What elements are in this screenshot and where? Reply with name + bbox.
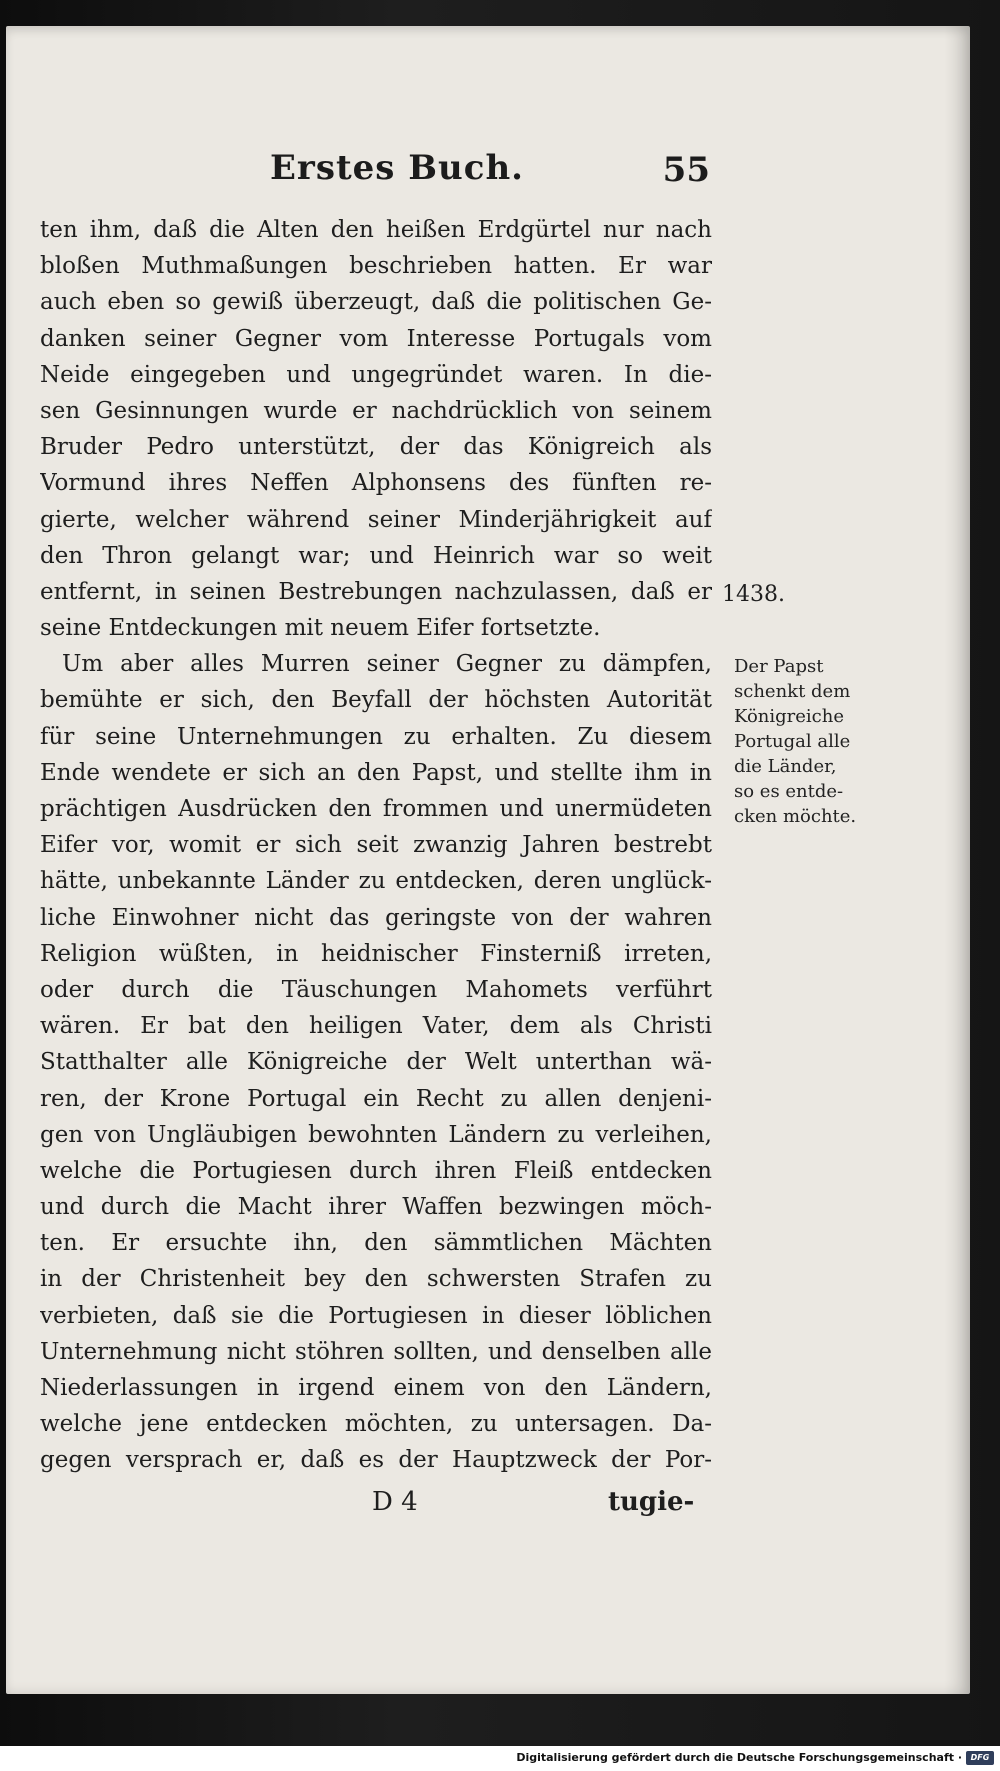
text-line: liche Einwohner nicht das geringste von der wahren	[40, 904, 712, 931]
text-line: gen von Ungläubigen bewohnten Ländern zu verleihen,	[40, 1121, 712, 1148]
margin-note-line: schenkt dem	[734, 681, 851, 702]
text-line: bemühte er sich, den Beyfall der höchsten Autorität	[40, 687, 712, 714]
text-line: oder durch die Täuschungen Mahomets verführt	[40, 976, 712, 1003]
text-line: Bruder Pedro unterstützt, der das Königreich als	[40, 434, 712, 461]
text-line: welche jene entdecken möchten, zu untersagen. Da-	[40, 1411, 712, 1438]
text-line: seine Entdeckungen mit neuem Eifer fortsetzte.	[40, 615, 601, 642]
text-line: ten. Er ersuchte ihn, den sämmtlichen Mächten	[40, 1230, 712, 1257]
margin-note-line: Portugal alle	[734, 731, 851, 752]
text-line: ren, der Krone Portugal ein Recht zu allen denjeni-	[40, 1085, 712, 1112]
text-line: hätte, unbekannte Länder zu entdecken, deren unglück-	[40, 868, 712, 895]
catchword: tugie-	[608, 1487, 695, 1517]
dfg-logo: DFG	[966, 1751, 994, 1765]
page-header	[270, 148, 710, 188]
margin-year: 1438.	[722, 582, 785, 607]
text-line: prächtigen Ausdrücken den frommen und unermüdeten	[40, 796, 712, 822]
margin-note-line: Der Papst	[734, 656, 824, 677]
text-line: Religion wüßten, in heidnischer Finsterniß irreten,	[40, 940, 712, 967]
text-line: auch eben so gewiß überzeugt, daß die politischen Ge-	[40, 289, 712, 316]
body-text	[40, 212, 712, 1479]
text-line: Neide eingegeben und ungegründet waren. In die-	[40, 361, 712, 388]
running-title: Erstes Buch.	[270, 148, 525, 188]
text-line: Vormund ihres Neffen Alphonsens des fünften re-	[40, 470, 712, 497]
text-line: den Thron gelangt war; und Heinrich war so weit	[40, 542, 712, 569]
text-line: für seine Unternehmungen zu erhalten. Zu diesem	[40, 723, 712, 750]
text-line: wären. Er bat den heiligen Vater, dem als Christi	[40, 1013, 712, 1040]
text-line: in der Christenheit bey den schwersten Strafen zu	[40, 1266, 712, 1293]
text-line: Unternehmung nicht stöhren sollten, und denselben alle	[40, 1338, 712, 1365]
text-line: bloßen Muthmaßungen beschrieben hatten. Er war	[40, 253, 712, 280]
text-line: welche die Portugiesen durch ihren Fleiß entdecken	[40, 1157, 712, 1184]
funding-bar	[0, 1746, 1000, 1771]
text-line: ten ihm, daß die Alten den heißen Erdgürtel nur nach	[40, 217, 712, 243]
text-line: Um aber alles Murren seiner Gegner zu dämpfen,	[62, 651, 712, 678]
text-line: und durch die Macht ihrer Waffen bezwingen möch-	[40, 1194, 712, 1221]
text-line: Statthalter alle Königreiche der Welt unterthan wä-	[40, 1049, 712, 1076]
text-line: Ende wendete er sich an den Papst, und stellte ihm in	[40, 759, 712, 786]
text-line: verbieten, daß sie die Portugiesen in dieser löblichen	[40, 1302, 712, 1329]
signature-mark: D 4	[372, 1487, 418, 1517]
text-line: Niederlassungen in irgend einem von den Ländern,	[40, 1375, 712, 1401]
text-line: gierte, welcher während seiner Minderjährigkeit auf	[40, 506, 712, 533]
text-line: danken seiner Gegner vom Interesse Portugals vom	[40, 325, 712, 352]
margin-note-line: cken möchte.	[734, 806, 857, 827]
page-number: 55	[662, 150, 710, 190]
text-line: entfernt, in seinen Bestrebungen nachzulassen, daß er	[40, 578, 712, 605]
margin-note-line: so es entde-	[734, 781, 844, 802]
text-line: gegen versprach er, daß es der Hauptzweck der Por-	[40, 1447, 712, 1474]
margin-note-line: Königreiche	[734, 706, 845, 727]
margin-note-line: die Länder,	[734, 756, 837, 777]
margin-note	[734, 654, 860, 829]
text-line: Eifer vor, womit er sich seit zwanzig Jahren bestrebt	[40, 832, 712, 859]
text-line: sen Gesinnungen wurde er nachdrücklich von seinem	[40, 397, 712, 424]
funding-notice: Digitalisierung gefördert durch die Deutsche Forschungsgemeinschaft ·	[516, 1751, 962, 1764]
